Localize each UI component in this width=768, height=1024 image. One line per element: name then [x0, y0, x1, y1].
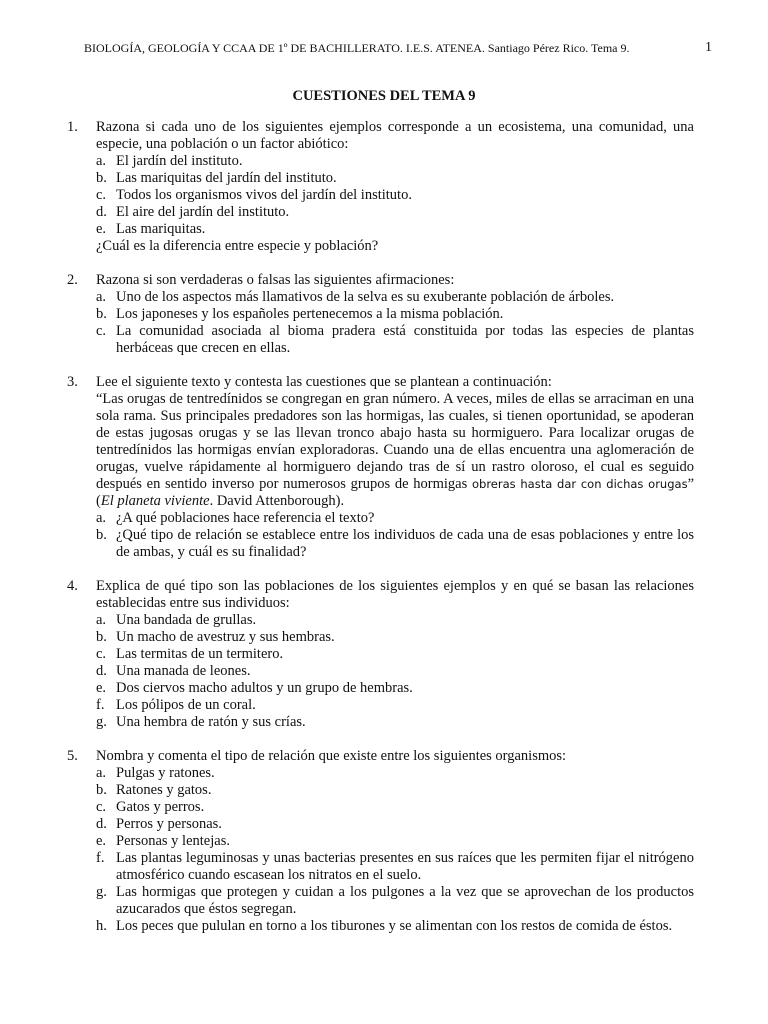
- question-body: [96, 578, 694, 731]
- question-footer: ¿Cuál es la diferencia entre especie y población?: [96, 238, 379, 254]
- quote-tail: obreras hasta dar con dichas orugas: [471, 477, 688, 491]
- item-label: b.: [96, 527, 107, 543]
- item-label: b.: [96, 170, 107, 186]
- list-item: [96, 153, 694, 170]
- list-item: [96, 221, 694, 238]
- item-label: g.: [96, 714, 107, 730]
- list-item: [96, 527, 694, 561]
- item-label: e.: [96, 833, 107, 849]
- item-text: Personas y lentejas.: [116, 833, 230, 849]
- item-label: e.: [96, 221, 107, 237]
- item-label: f.: [96, 850, 105, 866]
- quote-close: ” (: [96, 476, 694, 509]
- question-number: 1.: [67, 119, 78, 135]
- item-label: c.: [96, 187, 107, 203]
- item-text: Todos los organismos vivos del jardín del instituto.: [116, 187, 412, 203]
- item-text: Los peces que pululan en torno a los tiburones y se alimentan con los restos de comida de éstos.: [116, 918, 673, 934]
- page-title: CUESTIONES DEL TEMA 9: [292, 88, 476, 104]
- item-text: Las hormigas que protegen y cuidan a los pulgones a la vez que se aprovechan de los productos azucarados que éstos segregan.: [116, 884, 694, 917]
- list-item: [96, 799, 694, 816]
- item-label: a.: [96, 289, 107, 305]
- item-label: c.: [96, 646, 107, 662]
- item-label: a.: [96, 612, 107, 628]
- item-text: ¿Qué tipo de relación se establece entre los individuos de cada una de esas poblaciones y entre los de ambas, y cuál es su finalidad?: [116, 527, 694, 560]
- item-label: a.: [96, 153, 107, 169]
- list-item: [96, 765, 694, 782]
- question-4: [67, 578, 694, 731]
- list-item: [96, 833, 694, 850]
- list-item: [96, 306, 694, 323]
- item-text: Una manada de leones.: [116, 663, 251, 679]
- questions-list: [67, 119, 694, 952]
- item-text: Perros y personas.: [116, 816, 222, 832]
- quote-source-author: . David Attenborough).: [209, 493, 345, 509]
- item-text: Una bandada de grullas.: [116, 612, 257, 628]
- list-item: [96, 629, 694, 646]
- item-label: b.: [96, 306, 107, 322]
- item-text: Las mariquitas del jardín del instituto.: [116, 170, 337, 186]
- list-item: [96, 918, 694, 935]
- item-label: g.: [96, 884, 107, 900]
- item-label: f.: [96, 697, 105, 713]
- item-label: h.: [96, 918, 107, 934]
- item-text: Las mariquitas.: [116, 221, 206, 237]
- item-text: Los japoneses y los españoles pertenecemos a la misma población.: [116, 306, 504, 322]
- header-text: BIOLOGÍA, GEOLOGÍA Y CCAA DE 1º DE BACHILLERATO. I.E.S. ATENEA. Santiago Pérez Rico. Tema 9.: [84, 41, 630, 55]
- list-item: [96, 663, 694, 680]
- question-1: [67, 119, 694, 255]
- list-item: [96, 510, 694, 527]
- item-label: d.: [96, 663, 107, 679]
- page-number: 1: [705, 40, 712, 55]
- item-text: Una hembra de ratón y sus crías.: [116, 714, 306, 730]
- item-label: a.: [96, 510, 107, 526]
- list-item: [96, 782, 694, 799]
- list-item: [96, 170, 694, 187]
- list-item: [96, 612, 694, 629]
- question-5: [67, 748, 694, 935]
- list-item: [96, 884, 694, 918]
- list-item: [96, 289, 694, 306]
- list-item: [96, 646, 694, 663]
- item-text: El aire del jardín del instituto.: [116, 204, 290, 220]
- item-label: d.: [96, 816, 107, 832]
- question-text: Razona si son verdaderas o falsas las siguientes afirmaciones:: [96, 272, 455, 288]
- item-text: Un macho de avestruz y sus hembras.: [116, 629, 335, 645]
- question-number: 3.: [67, 374, 78, 390]
- question-body: [96, 748, 694, 935]
- item-text: Ratones y gatos.: [116, 782, 212, 798]
- item-text: El jardín del instituto.: [116, 153, 243, 169]
- question-text: Razona si cada uno de los siguientes ejemplos corresponde a un ecosistema, una comunidad, una especie, una población o un factor abiótico:: [96, 119, 694, 152]
- list-item: [96, 714, 694, 731]
- question-3: [67, 374, 694, 561]
- item-text: La comunidad asociada al bioma pradera está constituida por todas las especies de plantas herbáceas que crecen en ellas.: [116, 323, 694, 356]
- list-item: [96, 187, 694, 204]
- item-text: Dos ciervos macho adultos y un grupo de hembras.: [116, 680, 413, 696]
- question-number: 4.: [67, 578, 78, 594]
- question-body: [96, 119, 694, 255]
- question-body: [96, 374, 694, 561]
- question-body: [96, 272, 694, 357]
- item-text: Pulgas y ratones.: [116, 765, 215, 781]
- item-text: ¿A qué poblaciones hace referencia el texto?: [116, 510, 375, 526]
- item-text: Los pólipos de un coral.: [116, 697, 256, 713]
- item-text: Las termitas de un termitero.: [116, 646, 284, 662]
- item-label: e.: [96, 680, 107, 696]
- list-item: [96, 323, 694, 357]
- question-2: [67, 272, 694, 357]
- item-label: b.: [96, 629, 107, 645]
- item-text: Gatos y perros.: [116, 799, 205, 815]
- item-label: c.: [96, 323, 107, 339]
- question-text: Lee el siguiente texto y contesta las cuestiones que se plantean a continuación:: [96, 374, 552, 390]
- list-item: [96, 850, 694, 884]
- list-item: [96, 816, 694, 833]
- item-text: Las plantas leguminosas y unas bacterias presentes en sus raíces que les permiten fijar el nitrógeno atmosférico cuando escasean los nitratos en el suelo.: [116, 850, 694, 883]
- item-label: a.: [96, 765, 107, 781]
- quoted-passage: [96, 391, 694, 510]
- question-number: 2.: [67, 272, 78, 288]
- question-number: 5.: [67, 748, 78, 764]
- quote-source-title: El planeta viviente: [100, 493, 210, 509]
- item-label: b.: [96, 782, 107, 798]
- list-item: [96, 204, 694, 221]
- question-text: Nombra y comenta el tipo de relación que existe entre los siguientes organismos:: [96, 748, 567, 764]
- page-header: [84, 40, 712, 56]
- item-text: Uno de los aspectos más llamativos de la selva es su exuberante población de árboles.: [116, 289, 615, 305]
- list-item: [96, 697, 694, 714]
- item-label: c.: [96, 799, 107, 815]
- list-item: [96, 680, 694, 697]
- question-text: Explica de qué tipo son las poblaciones de los siguientes ejemplos y en qué se basan las relaciones establecidas entre sus individuos:: [96, 578, 694, 611]
- quote-main: “Las orugas de tentredínidos se congregan en gran número. A veces, miles de ellas se arraciman en una sola rama. Sus principales predadores son las hormigas, las cuales, si tienen oportunidad, se apoderan de estas jugosas orugas y se las llevan tronco abajo hasta su hormiguero. Para localizar orugas de tentredínidos las hormigas envían exploradoras. Cuando una de ellas encuentra una aglomeración de orugas, vuelve rápidamente al hormiguero dejando tras de sí un rastro oloroso, el cual es seguido después en sentido inverso por numerosos grupos de hormigas: [96, 391, 694, 492]
- item-label: d.: [96, 204, 107, 220]
